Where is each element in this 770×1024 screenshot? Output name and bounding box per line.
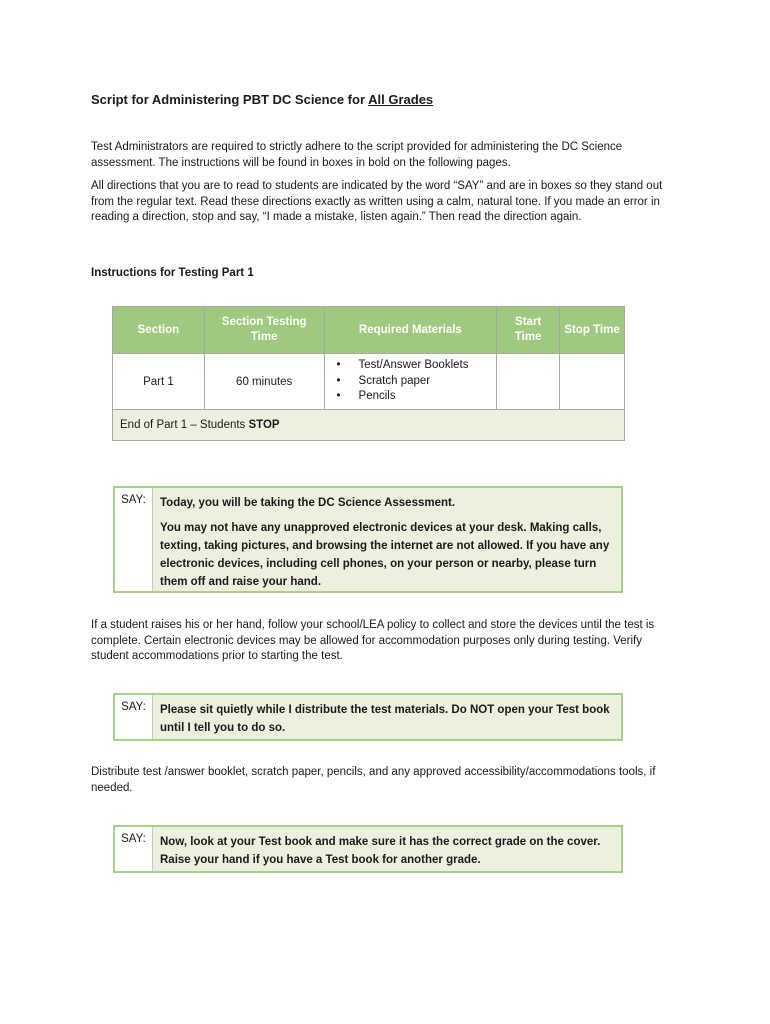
intro-paragraph-1: Test Administrators are required to strictly adhere to the script provided for administering the DC Science assessment. The instructions will be found in boxes in bold on the following pages.	[91, 141, 623, 169]
say-line: Today, you will be taking the DC Science Assessment.	[160, 497, 456, 509]
table-row	[113, 354, 625, 410]
header-start-time: Start Time	[497, 307, 560, 354]
cell-section: Part 1	[113, 354, 205, 410]
say-box-1	[113, 486, 623, 593]
cell-testing-time: 60 minutes	[204, 354, 324, 410]
say-box-3	[113, 825, 623, 873]
cell-materials	[324, 354, 497, 410]
cell-start-time	[497, 354, 560, 410]
end-of-part-cell	[113, 410, 625, 441]
end-of-part-text: End of Part 1 – Students	[120, 419, 249, 431]
say-box-2	[113, 693, 623, 741]
say-text	[153, 695, 621, 739]
say-label: SAY:	[115, 827, 153, 871]
cell-stop-time	[560, 354, 625, 410]
header-stop-time: Stop Time	[560, 307, 625, 354]
say-text	[153, 488, 621, 591]
end-of-part-stop: STOP	[248, 419, 280, 431]
list-item: • Test/Answer Booklets	[359, 358, 497, 374]
list-item: • Pencils	[359, 389, 497, 405]
say-label: SAY:	[115, 695, 153, 739]
end-of-part-row	[113, 410, 625, 441]
materials-list	[325, 358, 497, 405]
say-line: Now, look at your Test book and make sure it has the correct grade on the cover. Raise your hand if you have a Test book for another grade.	[160, 836, 601, 866]
note-paragraph-2: Distribute test /answer booklet, scratch paper, pencils, and any approved accessibility/accommodations tools, if needed.	[91, 766, 656, 794]
list-item: • Scratch paper	[359, 374, 497, 390]
note-paragraph-1: If a student raises his or her hand, follow your school/LEA policy to collect and store the devices until the test is complete. Certain electronic devices may be allowed for accommodation purposes only during testing. Verify student accommodations prior to starting the test.	[91, 619, 655, 662]
header-required-materials: Required Materials	[324, 307, 497, 354]
header-testing-time: Section Testing Time	[204, 307, 324, 354]
title-underlined: All Grades	[368, 92, 434, 107]
header-section: Section	[113, 307, 205, 354]
say-line: Please sit quietly while I distribute the test materials. Do NOT open your Test book until I tell you to do so.	[160, 704, 610, 734]
section-heading: Instructions for Testing Part 1	[91, 267, 254, 279]
say-label: SAY:	[115, 488, 153, 591]
table-header-row	[113, 307, 625, 354]
testing-schedule-table	[112, 306, 625, 441]
title-text: Script for Administering PBT DC Science for	[91, 92, 369, 107]
say-line: You may not have any unapproved electronic devices at your desk. Making calls, texting, taking pictures, and browsing the internet are not allowed. If you have any electronic devices, including cell phones, on your person or nearby, please turn them off and raise your hand.	[160, 522, 610, 588]
intro-paragraph-2: All directions that you are to read to students are indicated by the word “SAY” and are in boxes so they stand out from the regular text. Read these directions exactly as written using a calm, natural tone. If you made an error in reading a direction, stop and say, “I made a mistake, listen again.” Then read the direction again.	[91, 180, 663, 223]
page-title	[91, 92, 433, 107]
say-text	[153, 827, 621, 871]
